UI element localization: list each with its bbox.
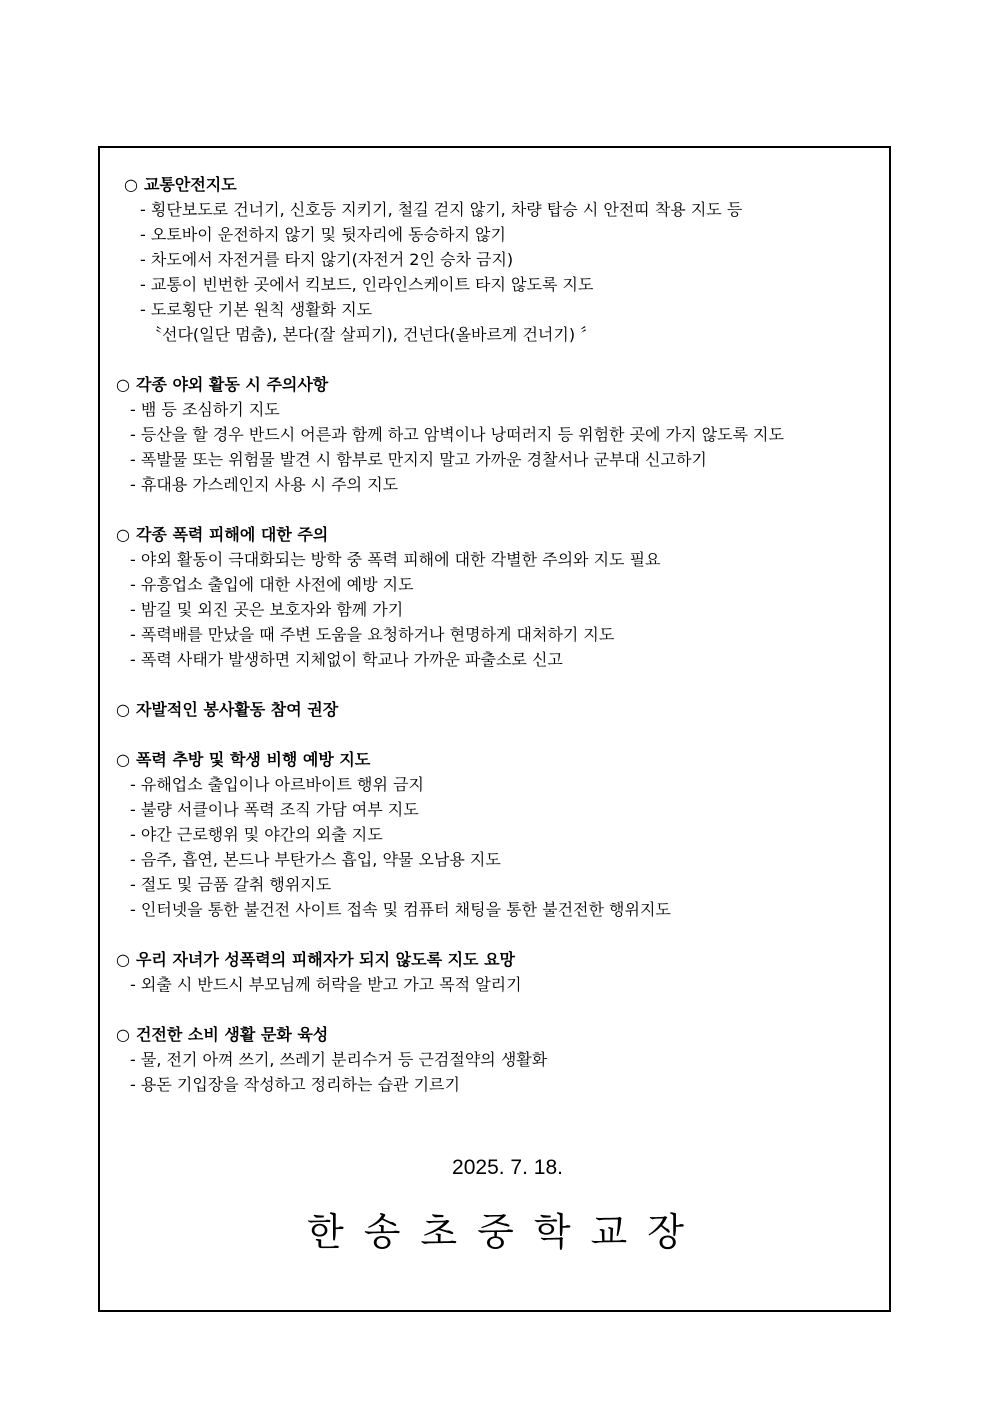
section-delinquency-prevention — [116, 747, 879, 922]
item-list — [116, 972, 879, 997]
list-item: - 유흥업소 출입에 대한 사전에 예방 지도 — [130, 575, 414, 594]
circle-bullet-icon: ○ — [116, 525, 130, 544]
section-heading — [116, 947, 879, 972]
section-traffic-safety — [116, 172, 879, 347]
circle-bullet-icon: ○ — [116, 375, 130, 394]
section-heading — [116, 697, 879, 722]
section-title: 우리 자녀가 성폭력의 피해자가 되지 않도록 지도 요망 — [135, 950, 515, 969]
list-item: - 물, 전기 아껴 쓰기, 쓰레기 분리수거 등 근검절약의 생활화 — [130, 1050, 548, 1069]
list-item: - 폭력배를 만났을 때 주변 도움을 요청하거나 현명하게 대처하기 지도 — [130, 625, 615, 644]
section-title: 각종 야외 활동 시 주의사항 — [135, 375, 329, 394]
section-heading — [116, 372, 879, 397]
circle-bullet-icon: ○ — [116, 1025, 130, 1044]
section-title: 자발적인 봉사활동 참여 권장 — [135, 700, 339, 719]
notice-frame — [98, 146, 891, 1312]
notice-content — [116, 172, 879, 1122]
circle-bullet-icon: ○ — [116, 950, 130, 969]
issue-date: 2025. 7. 18. — [452, 1156, 563, 1179]
crossing-slogan: 〝선다(일단 멈춤), 본다(잘 살피기), 건넌다(올바르게 건너기) 〞 — [146, 325, 597, 344]
list-item: - 차도에서 자전거를 타지 않기(자전거 2인 승차 금지) — [140, 250, 514, 269]
list-item: - 폭력 사태가 발생하면 지체없이 학교나 가까운 파출소로 신고 — [130, 650, 563, 669]
section-heading — [116, 747, 879, 772]
list-item: - 밤길 및 외진 곳은 보호자와 함께 가기 — [130, 600, 404, 619]
list-item: - 오토바이 운전하지 않기 및 뒷자리에 동승하지 않기 — [140, 225, 506, 244]
list-item: - 야간 근로행위 및 야간의 외출 지도 — [130, 825, 383, 844]
item-list — [116, 772, 879, 922]
section-heading — [116, 522, 879, 547]
list-item: - 등산을 할 경우 반드시 어른과 함께 하고 암벽이나 낭떠러지 등 위험한 곳에 가지 않도록 지도 — [130, 425, 784, 444]
list-item: - 도로횡단 기본 원칙 생활화 지도 — [140, 300, 373, 319]
section-volunteer — [116, 697, 879, 722]
section-outdoor-activity — [116, 372, 879, 497]
section-violence-caution — [116, 522, 879, 672]
list-item: - 유해업소 출입이나 아르바이트 행위 금지 — [130, 775, 424, 794]
list-item: - 횡단보도로 건너기, 신호등 지키기, 철길 걷지 않기, 차량 탑승 시 안전띠 착용 지도 등 — [140, 200, 743, 219]
list-item: - 음주, 흡연, 본드나 부탄가스 흡입, 약물 오남용 지도 — [130, 850, 501, 869]
circle-bullet-icon: ○ — [124, 175, 138, 194]
item-list — [116, 1047, 879, 1097]
section-heading — [116, 1022, 879, 1047]
list-item: - 야외 활동이 극대화되는 방학 중 폭력 피해에 대한 각별한 주의와 지도 필요 — [130, 550, 661, 569]
list-item: - 휴대용 가스레인지 사용 시 주의 지도 — [130, 475, 399, 494]
list-item: - 교통이 빈번한 곳에서 킥보드, 인라인스케이트 타지 않도록 지도 — [140, 275, 594, 294]
section-title: 각종 폭력 피해에 대한 주의 — [135, 525, 329, 544]
list-item: - 용돈 기입장을 작성하고 정리하는 습관 기르기 — [130, 1075, 460, 1094]
circle-bullet-icon: ○ — [116, 750, 130, 769]
section-title: 교통안전지도 — [143, 175, 237, 194]
list-item: - 외출 시 반드시 부모님께 허락을 받고 가고 목적 알리기 — [130, 975, 522, 994]
section-sexual-violence-prevention — [116, 947, 879, 997]
section-title: 건전한 소비 생활 문화 육성 — [135, 1025, 329, 1044]
list-item: - 불량 서클이나 폭력 조직 가담 여부 지도 — [130, 800, 419, 819]
list-item: - 뱀 등 조심하기 지도 — [130, 400, 280, 419]
principal-signature: 한송초중학교장 — [307, 1210, 704, 1254]
list-item: - 인터넷을 통한 불건전 사이트 접속 및 컴퓨터 채팅을 통한 불건전한 행위지도 — [130, 900, 671, 919]
circle-bullet-icon: ○ — [116, 700, 130, 719]
list-item: - 절도 및 금품 갈취 행위지도 — [130, 875, 332, 894]
section-title: 폭력 추방 및 학생 비행 예방 지도 — [135, 750, 371, 769]
item-list — [116, 197, 879, 322]
item-list — [116, 397, 879, 497]
item-list — [116, 547, 879, 672]
section-heading — [116, 172, 879, 197]
list-item: - 폭발물 또는 위험물 발견 시 함부로 만지지 말고 가까운 경찰서나 군부대 신고하기 — [130, 450, 707, 469]
section-consumer-culture — [116, 1022, 879, 1097]
